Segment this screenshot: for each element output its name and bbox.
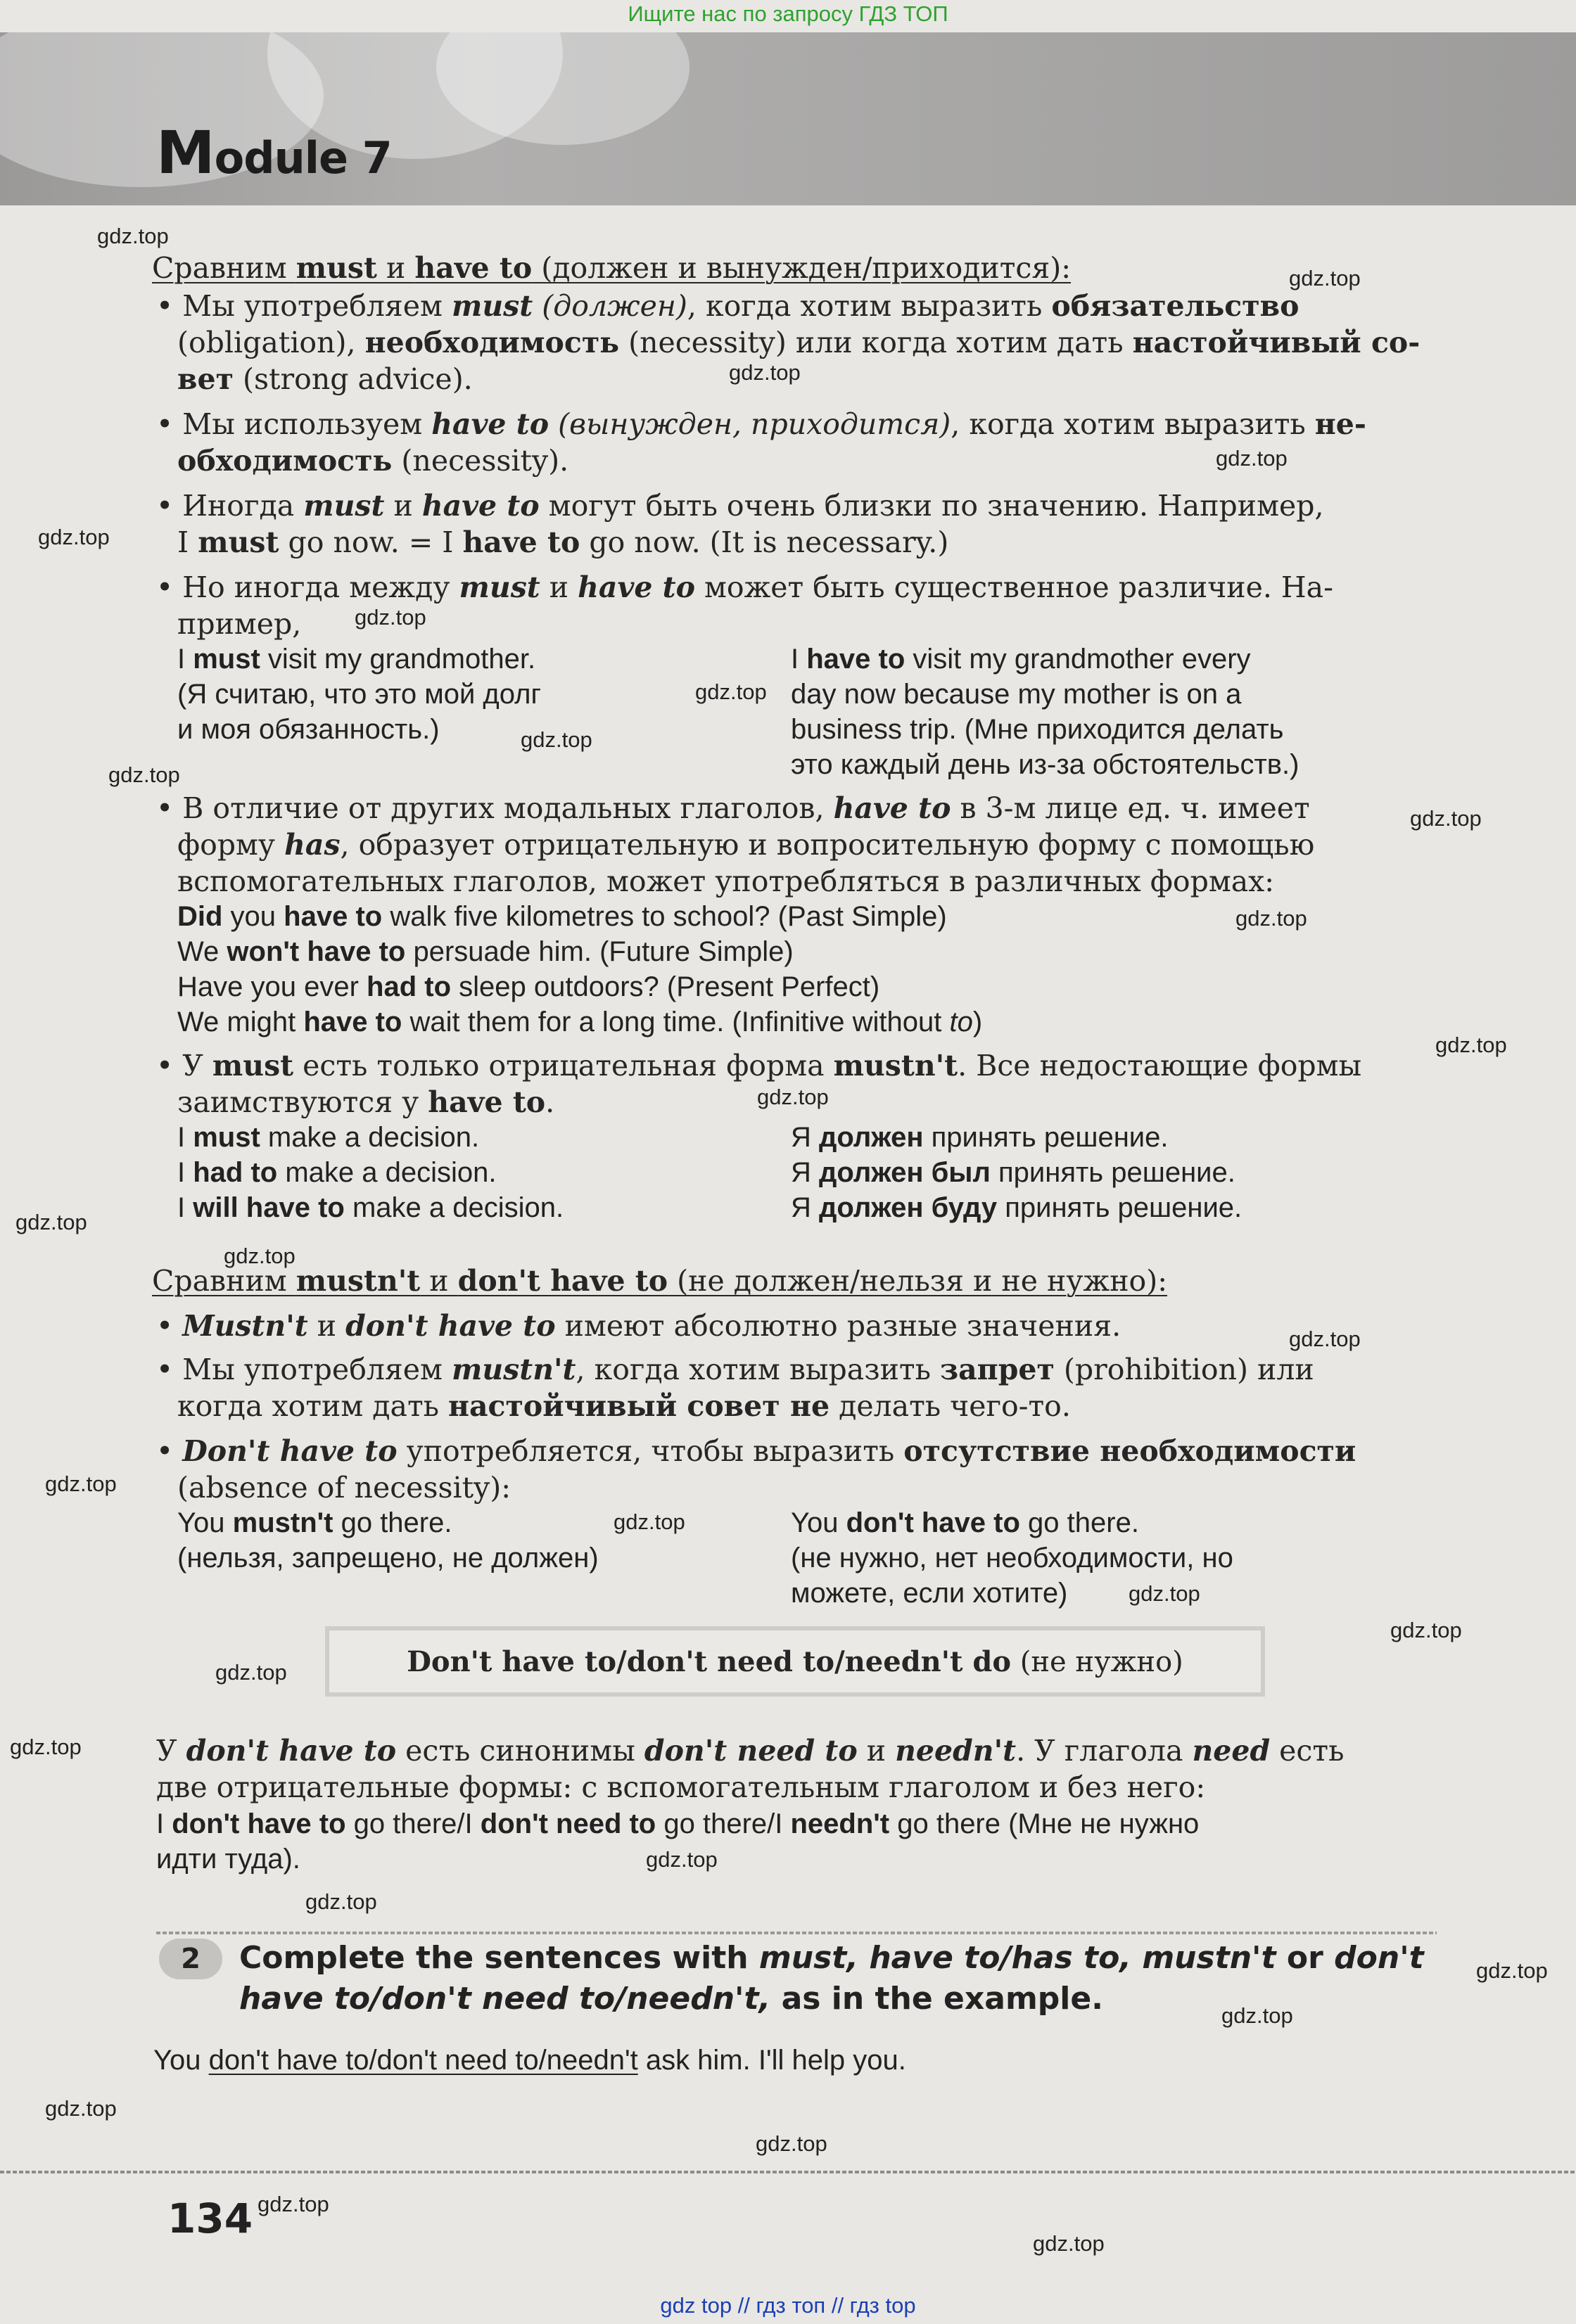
section-title-mustnt-dont-have-to: Сравним mustn't и don't have to (не должен/нельзя и не нужно):: [152, 1264, 1168, 1298]
form-example: We might have to wait them for a long time. (Infinitive without to): [177, 1007, 983, 1038]
bullet-text-line: вет (strong advice).: [177, 362, 473, 396]
module-title: Module 7: [156, 118, 392, 187]
watermark: gdz.top: [15, 1210, 87, 1234]
watermark: gdz.top: [224, 1244, 296, 1268]
bullet-difference: • Но иногда между must и have to может быть существенное различие. На-: [156, 570, 1333, 604]
watermark: gdz.top: [1235, 906, 1307, 931]
watermark: gdz.top: [258, 2192, 329, 2216]
page-footer-divider: [0, 2171, 1576, 2173]
form-example: Did you have to walk five kilometres to school? (Past Simple): [177, 901, 947, 932]
example-right-text: day now because my mother is on a: [791, 679, 1242, 710]
watermark: gdz.top: [614, 1509, 685, 1534]
tense-example-left: I must make a decision.: [177, 1122, 480, 1153]
mustnt-example: You mustn't go there.: [177, 1507, 452, 1538]
mustnt-translation: (нельзя, запрещено, не должен): [177, 1543, 599, 1573]
watermark: gdz.top: [1216, 446, 1288, 471]
watermark: gdz.top: [695, 679, 767, 704]
watermark: gdz.top: [646, 1847, 718, 1872]
watermark: gdz.top: [1410, 806, 1482, 831]
bullet-text-line: заимствуются у have to.: [177, 1085, 555, 1119]
bullet-third-person: • В отличие от других модальных глаголов, have to в 3-м лице ед. ч. имеет: [156, 791, 1310, 825]
watermark: gdz.top: [1289, 1327, 1361, 1351]
rule-box-text: Don't have to/don't need to/needn't do (не нужно): [407, 1645, 1183, 1678]
form-example: We won't have to persuade him. (Future Simple): [177, 936, 794, 967]
bullet-text-line: I must go now. = I have to go now. (It is necessary.): [177, 525, 949, 559]
watermark: gdz.top: [1476, 1958, 1548, 1983]
bullet-have-to-necessity: • Мы используем have to (вынужден, приходится), когда хотим выразить не-: [156, 407, 1366, 441]
example-answer: don't have to/don't need to/needn't: [208, 2045, 638, 2076]
watermark: gdz.top: [1435, 1033, 1507, 1057]
watermark: gdz.top: [1129, 1581, 1200, 1606]
bullet-text-line: пример,: [177, 607, 302, 641]
tense-example-right: Я должен буду принять решение.: [791, 1192, 1243, 1223]
exercise-number: 2: [159, 1939, 222, 1979]
example-left: I must visit my grandmother.: [177, 644, 536, 675]
exercise-heading: Complete the sentences with must, have to/has to, mustn't or don't: [239, 1940, 1424, 1976]
bullet-text-line: когда хотим дать настойчивый совет не делать чего-то.: [177, 1389, 1071, 1423]
watermark: gdz.top: [757, 1085, 829, 1109]
bullet-negative-form: • У must есть только отрицательная форма mustn't. Все недостающие формы: [156, 1049, 1362, 1083]
watermark: gdz.top: [45, 1471, 117, 1496]
search-banner[interactable]: Ищите нас по запросу ГДЗ ТОП: [628, 1, 948, 26]
bullet-close-meaning: • Иногда must и have to могут быть очень близки по значению. Например,: [156, 489, 1324, 523]
example-left-translation: (Я считаю, что это мой долг: [177, 679, 542, 710]
form-example: Have you ever had to sleep outdoors? (Present Perfect): [177, 971, 880, 1002]
bullet-text-line: форму has, образует отрицательную и вопросительную форму с помощью: [177, 828, 1315, 862]
watermark: gdz.top: [729, 360, 801, 385]
watermark: gdz.top: [215, 1660, 287, 1685]
exercise-divider: [156, 1932, 1437, 1934]
watermark: gdz.top: [45, 2096, 117, 2121]
tense-example-left: I will have to make a decision.: [177, 1192, 564, 1223]
tense-example-left: I had to make a decision.: [177, 1157, 497, 1188]
bullet-text-line: (absence of necessity):: [177, 1471, 511, 1505]
watermark: gdz.top: [305, 1889, 377, 1914]
rule-box: [325, 1626, 1265, 1697]
tense-example-right: Я должен был принять решение.: [791, 1157, 1235, 1188]
bullet-text-line: вспомогательных глаголов, может употребляться в различных формах:: [177, 864, 1275, 898]
watermark: gdz.top: [756, 2131, 827, 2156]
exercise-example: You don't have to/don't need to/needn't ask him. I'll help you.: [153, 2045, 906, 2076]
synonyms-example-line: идти туда).: [156, 1844, 300, 1875]
dont-have-to-example: You don't have to go there.: [791, 1507, 1139, 1538]
watermark: gdz.top: [521, 727, 592, 752]
watermark: gdz.top: [1221, 2003, 1293, 2028]
bullet-absence-of-necessity: • Don't have to употребляется, чтобы выразить отсутствие необходимости: [156, 1434, 1356, 1468]
synonyms-example: I don't have to go there/I don't need to go there/I needn't go there (Мне не нужно: [156, 1808, 1200, 1839]
example-right-text: business trip. (Мне приходится делать: [791, 714, 1284, 745]
bullet-text-line: (obligation), необходимость (necessity) или когда хотим дать настойчивый со-: [177, 326, 1421, 359]
synonyms-paragraph: У don't have to есть синонимы don't need to и needn't. У глагола need есть: [156, 1734, 1345, 1768]
bullet-different-meanings: • Mustn't и don't have to имеют абсолютно разные значения.: [156, 1309, 1121, 1343]
watermark: gdz.top: [10, 1735, 82, 1759]
watermark: gdz.top: [108, 762, 180, 787]
exercise-heading-line: have to/don't need to/needn't, as in the example.: [239, 1981, 1103, 2017]
bullet-prohibition: • Мы употребляем mustn't, когда хотим выразить запрет (prohibition) или: [156, 1353, 1314, 1386]
synonyms-paragraph-line: две отрицательные формы: с вспомогательным глаголом и без него:: [156, 1770, 1206, 1804]
section-title-must-have-to: Сравним must и have to (должен и вынужден/приходится):: [152, 251, 1072, 285]
bullet-must-obligation: • Мы употребляем must (должен), когда хотим выразить обязательство: [156, 289, 1299, 323]
watermark: gdz.top: [1033, 2231, 1105, 2256]
watermark: gdz.top: [1390, 1618, 1462, 1642]
page-number: 134: [167, 2195, 253, 2242]
dont-have-to-translation: (не нужно, нет необходимости, но: [791, 1543, 1233, 1573]
example-left-translation: и моя обязанность.): [177, 714, 440, 745]
watermark: gdz.top: [1289, 266, 1361, 290]
footer-links[interactable]: gdz top // гдз топ // гдз top: [660, 2293, 916, 2318]
example-right: I have to visit my grandmother every: [791, 644, 1251, 675]
watermark: gdz.top: [355, 605, 426, 630]
tense-example-right: Я должен принять решение.: [791, 1122, 1169, 1153]
dont-have-to-translation: можете, если хотите): [791, 1578, 1068, 1609]
watermark: gdz.top: [38, 525, 110, 549]
bullet-text-line: обходимость (necessity).: [177, 444, 569, 478]
watermark: gdz.top: [97, 224, 169, 248]
example-right-text: это каждый день из-за обстоятельств.): [791, 749, 1299, 780]
